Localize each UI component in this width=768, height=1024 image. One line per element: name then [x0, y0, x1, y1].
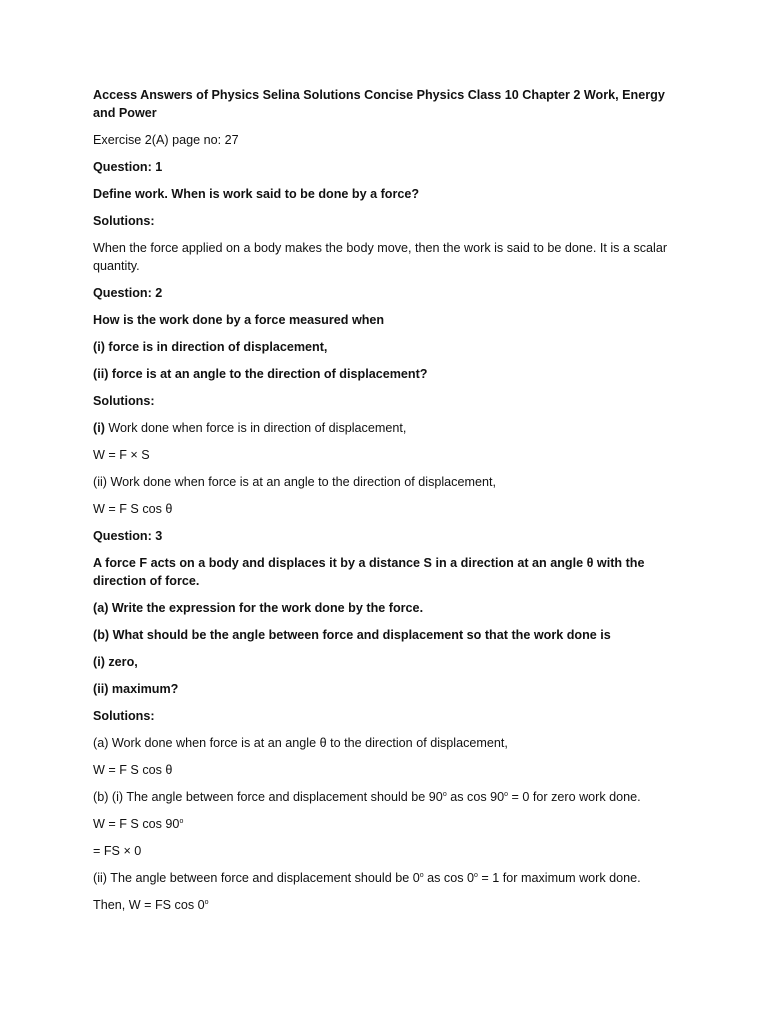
degree-superscript: o	[474, 871, 478, 879]
degree-superscript: o	[204, 898, 209, 906]
question-2-text: How is the work done by a force measured when	[93, 313, 385, 327]
question-3-part-b: (b) What should be the angle between force and displacement so that the work done is	[93, 628, 611, 642]
question-2-answer-i	[93, 419, 668, 437]
question-3-formula-b-i: W = F S cos 90$^o$	[93, 817, 184, 831]
answer-i-text: Work done when force is in direction of displacement,	[104, 421, 407, 435]
question-1-answer: When the force applied on a body makes the body move, then the work is said to be done. It is a scalar quantity.	[93, 241, 668, 273]
question-2-formula-ii: W = F S cos θ	[93, 502, 173, 516]
question-2-answer-ii: (ii) Work done when force is at an angle to the direction of displacement,	[93, 475, 496, 489]
question-1-heading: Question: 1	[93, 160, 163, 174]
question-3-formula-a: W = F S cos θ	[93, 763, 173, 777]
question-2-formula-i: W = F × S	[93, 448, 150, 462]
question-1-text: Define work. When is work said to be done by a force?	[93, 187, 420, 201]
question-2-part-i: (i) force is in direction of displacement,	[93, 340, 328, 354]
question-3-answer-a: (a) Work done when force is at an angle θ to the direction of displacement,	[93, 736, 508, 750]
degree-superscript: o	[419, 871, 424, 879]
exercise-label: Exercise 2(A) page no: 27	[93, 133, 239, 147]
question-3-part-b-ii: (ii) maximum?	[93, 682, 179, 696]
document-title: Access Answers of Physics Selina Solutions Concise Physics Class 10 Chapter 2 Work, Energy and Power	[93, 88, 665, 120]
question-3-solutions-label: Solutions:	[93, 709, 155, 723]
degree-superscript: o	[442, 790, 447, 798]
document-page	[93, 86, 668, 923]
question-2-heading: Question: 2	[93, 286, 163, 300]
question-2-part-ii: (ii) force is at an angle to the direction of displacement?	[93, 367, 428, 381]
question-3-answer-b-ii: (ii) The angle between force and displacement should be 0$^o$ as $\cos 0^o = 1$ for maximum work done.	[93, 871, 641, 885]
question-3-answer-b-i: (b) (i) The angle between force and displacement should be 90$^o$ as $\cos 90^o = 0$ for zero work done.	[93, 790, 641, 804]
question-3-heading: Question: 3	[93, 529, 163, 543]
question-3-part-b-i: (i) zero,	[93, 655, 138, 669]
degree-superscript: o	[179, 817, 184, 825]
question-1-solutions-label: Solutions:	[93, 214, 155, 228]
answer-i-label: (i)	[93, 421, 105, 435]
degree-superscript: o	[504, 790, 509, 798]
question-2-solutions-label: Solutions:	[93, 394, 155, 408]
question-3-part-a: (a) Write the expression for the work done by the force.	[93, 601, 424, 615]
question-3-text: A force F acts on a body and displaces it by a distance S in a direction at an angle θ with the direction of force.	[93, 556, 645, 588]
question-3-result-b-i: = FS × 0	[93, 844, 142, 858]
question-3-formula-b-ii: Then, W = FS cos 0$^o$	[93, 898, 209, 912]
